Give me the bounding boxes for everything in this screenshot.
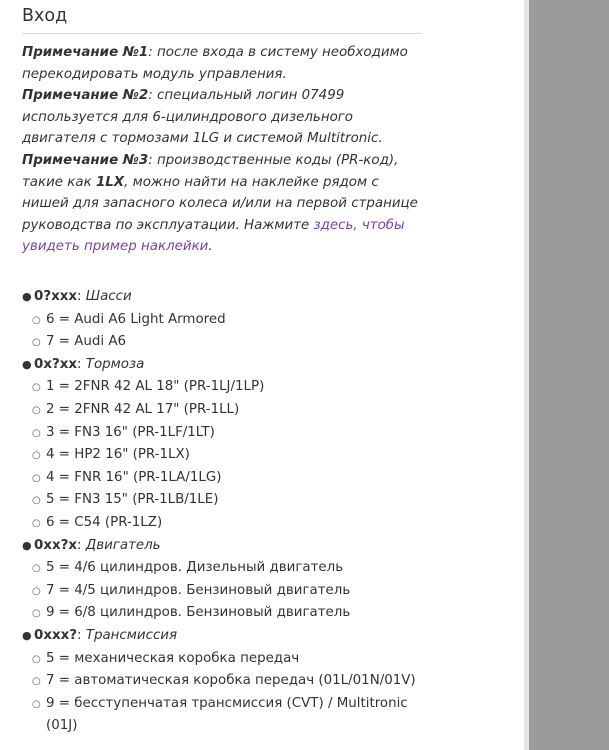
note-3-text-b: , можно найти на наклейке рядом с нишей для запасного колеса и/или на первой странице руководства по эксплуатации. Нажмите [22,174,418,233]
list-item [22,648,502,671]
list-item [22,331,502,354]
bullet-icon: ● [22,357,32,371]
group-category: Трансмиссия [85,627,178,643]
list-item-text: 2 = 2FNR 42 AL 17" (PR-1LL) [46,401,240,417]
circle-bullet-icon: ○ [32,337,41,349]
list-item-text: 5 = 4/6 цилиндров. Дизельный двигатель [46,560,344,576]
list-item [22,602,502,625]
circle-bullet-icon: ○ [32,382,41,394]
note-3-end: . [208,239,213,255]
group-category: Тормоза [85,356,145,372]
list-item-text: 3 = FN3 16" (PR-1LF/1LT) [46,424,215,440]
group-category: Двигатель [85,537,161,553]
group-code: 0xx?x [34,537,77,553]
bullet-icon: ● [22,628,32,642]
note-3-text-a: : производственные коды (PR-код), такие как [22,152,399,190]
circle-bullet-icon: ○ [32,608,41,620]
list-item-text: 6 = C54 (PR-1LZ) [46,514,163,530]
list-item [22,557,502,580]
list-item [22,399,502,422]
list-item [22,309,502,332]
circle-bullet-icon: ○ [32,563,41,575]
list-item-text: 4 = HP2 16" (PR-1LX) [46,447,190,463]
circle-bullet-icon: ○ [32,698,41,710]
list-item-text: 7 = автоматическая коробка передач (01L/01N/01V) [46,673,416,689]
note-2-text: : специальный логин 07499 используется для 6-цилиндрового дизельного двигателя с тормозами 1LG и системой Multitronic. [22,88,383,147]
list-item-text: 5 = механическая коробка передач [46,650,300,666]
list-item-text: 6 = Audi A6 Light Armored [46,311,226,327]
list-item [22,376,502,399]
list-item [22,512,502,535]
circle-bullet-icon: ○ [32,450,41,462]
list-group-transmission: ● 0xxx?: Трансмиссия [22,625,502,648]
page-title: Вход [22,6,68,26]
list-item-text: 7 = Audi A6 [46,334,127,350]
list-item-text: 9 = бесступенчатая трансмиссия (CVT) / Multitronic (01J) [46,695,408,734]
note-2-label: Примечание №2 [22,88,149,104]
circle-bullet-icon: ○ [32,676,41,688]
list-group-brakes: ● 0x?xx: Тормоза [22,354,502,377]
circle-bullet-icon: ○ [32,585,41,597]
note-1-label: Примечание №1 [22,45,149,60]
notes-block [22,42,422,258]
note-1-text: : после входа в систему необходимо перекодировать модуль управления. [22,45,408,82]
list-item [22,580,502,603]
note-2 [22,85,422,150]
code-list [22,286,502,737]
group-code: 0?xxx [34,289,77,304]
circle-bullet-icon: ○ [32,427,41,439]
bullet-icon: ● [22,538,32,552]
list-item [22,670,502,693]
note-1 [22,42,422,85]
note-3-code: 1LX [95,174,125,190]
list-item-text: 9 = 6/8 цилиндров. Бензиновый двигатель [46,605,351,621]
circle-bullet-icon: ○ [32,653,41,665]
panel-edge [524,0,529,750]
list-group-chassis: ● 0?xxx: Шасси [22,286,502,309]
bullet-icon: ● [22,290,32,303]
list-item [22,467,502,490]
group-code: 0x?xx [34,356,77,372]
note-3 [22,150,422,258]
list-item-text: 5 = FN3 15" (PR-1LB/1LE) [46,492,219,508]
sticker-example-link[interactable]: здесь, чтобы увидеть пример наклейки [22,217,405,255]
list-item [22,489,502,512]
list-item-text: 4 = FNR 16" (PR-1LA/1LG) [46,469,222,485]
group-category: Шасси [85,289,132,304]
note-3-label: Примечание №3 [22,152,149,168]
list-item [22,422,502,445]
list-item [22,693,426,737]
group-code: 0xxx? [34,627,77,643]
circle-bullet-icon: ○ [32,472,41,484]
circle-bullet-icon: ○ [32,495,41,507]
circle-bullet-icon: ○ [32,404,41,416]
list-item-text: 1 = 2FNR 42 AL 18" (PR-1LJ/1LP) [46,379,265,395]
list-item [22,444,502,467]
title-divider [22,33,422,34]
list-item-text: 7 = 4/5 цилиндров. Бензиновый двигатель [46,582,351,598]
circle-bullet-icon: ○ [32,314,41,326]
circle-bullet-icon: ○ [32,517,41,529]
list-group-engine: ● 0xx?x: Двигатель [22,535,502,558]
